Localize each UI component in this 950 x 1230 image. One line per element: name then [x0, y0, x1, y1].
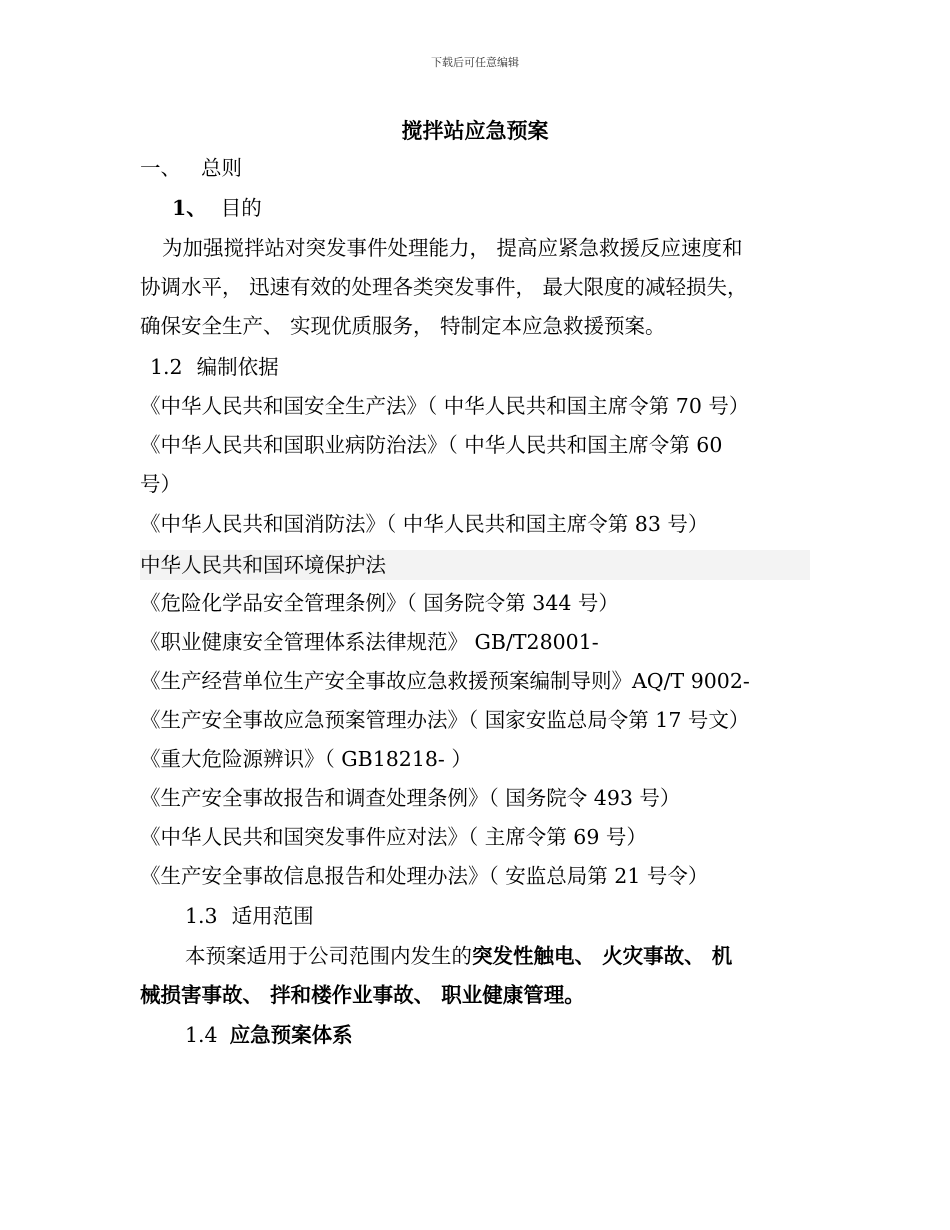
section-heading-general [140, 153, 810, 183]
subsection-title: 适用范围 [231, 904, 314, 928]
purpose-line: 协调水平， 迅速有效的处理各类突发事件， 最大限度的减轻损失， [140, 275, 748, 299]
basis-item: 《中华人民共和国安全生产法》（ 中华人民共和国主席令第 70 号） [140, 394, 750, 418]
subsection-number: 1.4 [185, 1023, 218, 1047]
basis-item: 《生产经营单位生产安全事故应急救援预案编制导则》AQ/T 9002- [140, 669, 750, 693]
scope-text: 本预案适用于公司范围内发生的 [185, 944, 472, 968]
scope-line-2: 械损害事故、 拌和楼作业事故、 职业健康管理。 [140, 983, 585, 1007]
subsection-heading-basis [150, 352, 820, 382]
subsection-title: 应急预案体系 [229, 1023, 353, 1047]
document-title: 搅拌站应急预案 [401, 119, 549, 143]
basis-item: 《生产安全事故应急预案管理办法》（ 国家安监总局令第 17 号文） [140, 708, 750, 732]
scope-text-bold: 突发性触电、 火灾事故、 机 [472, 944, 733, 968]
header-note: 下载后可任意编辑 [431, 56, 519, 69]
basis-item: 《职业健康安全管理体系法律规范》 GB/T28001- [140, 630, 599, 654]
section-title: 总则 [201, 156, 242, 180]
basis-item: 《生产安全事故报告和调查处理条例》（ 国务院令 493 号） [140, 786, 681, 810]
basis-item: 《生产安全事故信息报告和处理办法》（ 安监总局第 21 号令） [140, 864, 709, 888]
basis-item: 《危险化学品安全管理条例》（ 国务院令第 344 号） [140, 591, 619, 615]
subsection-heading-system [185, 1020, 855, 1050]
basis-item-highlighted: 中华人民共和国环境保护法 [140, 550, 810, 580]
subsection-title: 目的 [220, 196, 262, 220]
basis-item: 《中华人民共和国突发事件应对法》（ 主席令第 69 号） [140, 825, 647, 849]
subsection-heading-scope [185, 901, 855, 931]
section-number: 一、 [140, 156, 181, 180]
subsection-number: 1.3 [185, 904, 218, 928]
basis-item: 号） [140, 472, 181, 496]
purpose-line: 确保安全生产、 实现优质服务， 特制定本应急救援预案。 [140, 314, 666, 338]
subsection-number: 1.2 [150, 355, 183, 379]
subsection-number: 1、 [172, 196, 207, 220]
subsection-heading-purpose [172, 193, 842, 223]
basis-item: 《重大危险源辨识》（ GB18218- ） [140, 747, 472, 771]
basis-item: 《中华人民共和国职业病防治法》（ 中华人民共和国主席令第 60 [140, 433, 723, 457]
purpose-line: 为加强搅拌站对突发事件处理能力， 提高应紧急救援反应速度和 [162, 236, 743, 260]
basis-item: 《中华人民共和国消防法》（ 中华人民共和国主席令第 83 号） [140, 512, 709, 536]
scope-line-1 [185, 941, 810, 971]
subsection-title: 编制依据 [196, 355, 279, 379]
